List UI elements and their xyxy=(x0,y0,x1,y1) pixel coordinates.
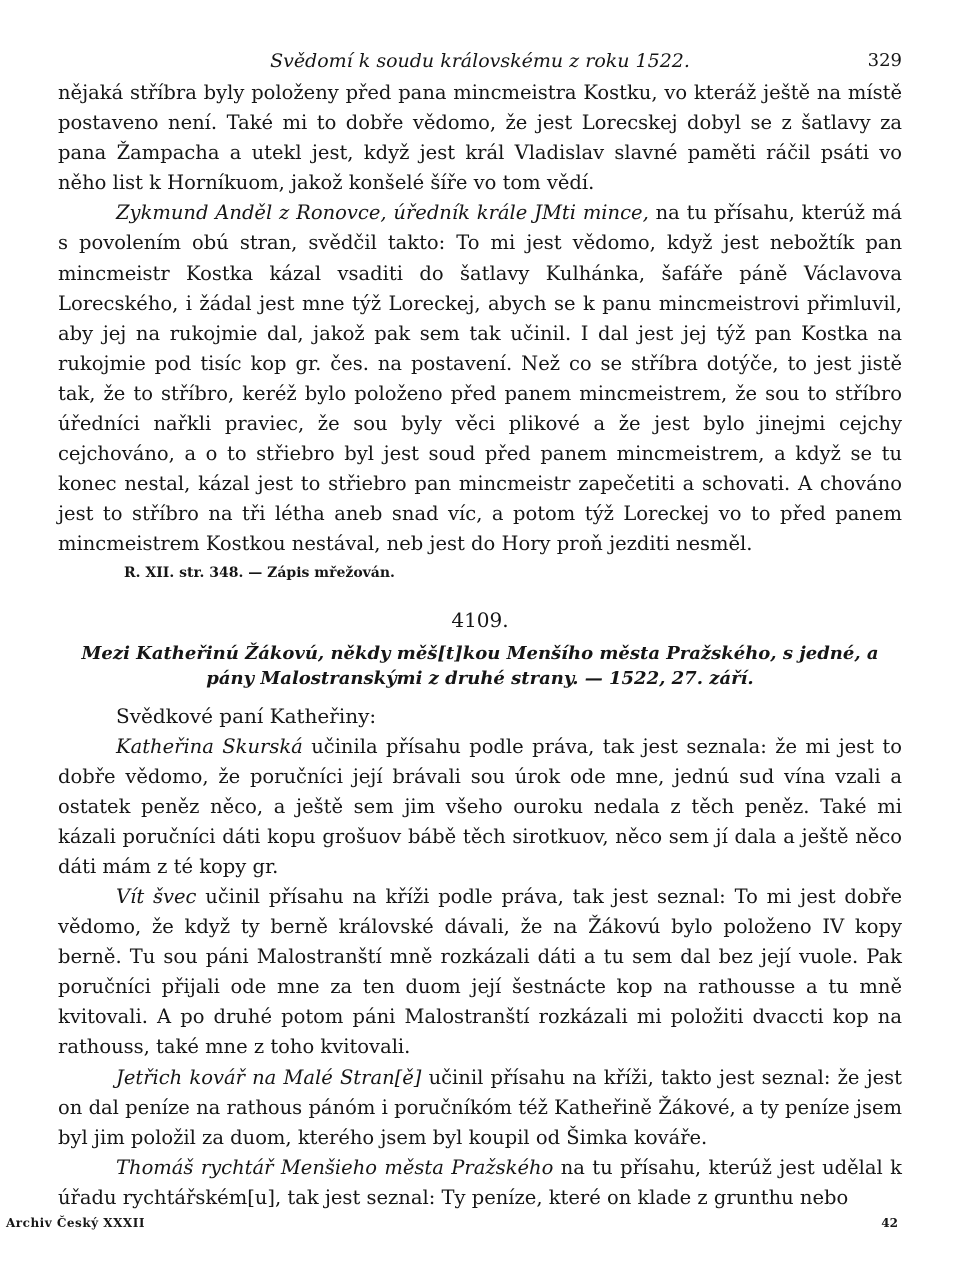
witness-name: Jetřich kovář na Malé Stran[ě] xyxy=(116,1065,422,1089)
paragraph: nějaká stříbra byly položeny před pana mincmeistra Kostku, vo kteráž ještě na místě postaveno není. Také mi to dobře vědomo, že jest Lorecskej dobyl se z šatlavy za pana Žampacha a utekl jest, když jest král Vladislav slavné paměti ráčil psáti vo něho list k Horníkuom, jakož konšelé šíře vo tom vědí. xyxy=(58,81,902,195)
document-number: 4109. xyxy=(451,607,509,632)
page xyxy=(58,42,902,1213)
witnesses-heading: Svědkové paní Katheřiny: xyxy=(116,703,377,728)
page-number: 329 xyxy=(867,50,902,71)
document-title: Mezi Katheřinú Žákovú, někdy měš[t]kou Menšího města Pražského, s jedné, a pány Malostranskými z druhé strany. — 1522, 27. září. xyxy=(81,642,879,689)
running-header xyxy=(58,42,902,78)
testimony xyxy=(58,732,902,882)
footer-signature-number: 42 xyxy=(881,1216,898,1230)
testimony-text: učinil přísahu na kříži podle práva, tak jest seznal: To mi jest dobře vědomo, že když ty berně královské dávali, že na Žákovú bylo položeno IV kopy berně. Tu sou páni Malostranští mně rozkázali dáti a tu sem dal bez její vuole. Pak poručníci přijali ode mne za ten duom její šestnácte kop na rathousse a tu mně kvitovali. A po druhé potom páni Malostranští rozkázali mi položiti dvaccti kop na rathouss, také mne z toho kvitovali. xyxy=(58,884,902,1059)
witness-name: Katheřina Skurská xyxy=(116,734,303,758)
running-title: Svědomí k soudu královskému z roku 1522. xyxy=(270,50,690,72)
witness-name: Zykmund Anděl z Ronovce, úředník krále JMti mince, xyxy=(116,201,649,225)
testimony-text: na tu přísahu, kterúž má s povolením obú stran, svědčil takto: To mi jest vědomo, když jest nebožtík pan mincmeistr Kostka kázal vsaditi do šatlavy Kulhánka, šafáře páně Václavova Lorecského, i žádal jest mne týž Loreckej, abych se k panu mincmeistrovi přimluvil, aby jej na rukojmie dal, jakož pak sem tak učinil. I dal jest jej týž pan Kostka na rukojmie pod tisíc kop gr. čes. na postavení. Než co se stříbra dotýče, to jest jistě tak, že to stříbro, keréž bylo položeno před panem mincmeistrem, že sou to stříbro úředníci nařkli praviec, že sou byly věci plikové a že jest bylo jinejmi cejchy cejchováno, a o to střiebro byl jest soud před panem mincmeistrem, a když se tu konec nestal, kázal jest to střiebro pan mincmeistr zapečetiti a schovati. A chováno jest to stříbro na tři létha aneb snad víc, a potom týž Loreckej vo to před panem mincmeistrem Kostkou nestával, neb jest do Hory proň jezditi nesměl. xyxy=(58,201,902,556)
witness-name: Thomáš rychtář Menšieho města Pražského xyxy=(116,1155,554,1179)
page-footer xyxy=(0,1216,960,1236)
footer-publication: Archiv Český XXXII xyxy=(6,1216,145,1230)
paragraph xyxy=(58,198,902,559)
testimony-text: na tu přísahu, kterúž jest udělal k úřadu rychtářském[u], tak jest seznal: Ty peníze, které on klade z grunthu nebo xyxy=(58,1155,902,1209)
testimony xyxy=(58,1063,902,1153)
testimony xyxy=(58,1153,902,1213)
testimony-text: učinil přísahu na kříži, takto jest seznal: že jest on dal peníze na rathous pánóm i poručníkóm též Katheřině Žákové, a ty peníze jsem byl jim položil za duom, kterého jsem byl koupil od Šimka kováře. xyxy=(58,1065,902,1149)
witness-name: Vít švec xyxy=(116,884,197,908)
testimony-text: učinila přísahu podle práva, tak jest seznala: že mi jest to dobře vědomo, že poručníci její brávali sou úrok ode mne, jednú sud vína vzali a ostatek peněz něco, a ještě sem jim všeho ouroku nedala z těch peněz. Také mi kázali poručníci dáti kopu grošuov bábě těch sirotkuov, něco sem jí dala a ještě něco dáti mám z té kopy gr. xyxy=(58,734,902,878)
source-note: R. XII. str. 348. — Zápis mřežován. xyxy=(124,564,395,581)
testimony xyxy=(58,882,902,1063)
